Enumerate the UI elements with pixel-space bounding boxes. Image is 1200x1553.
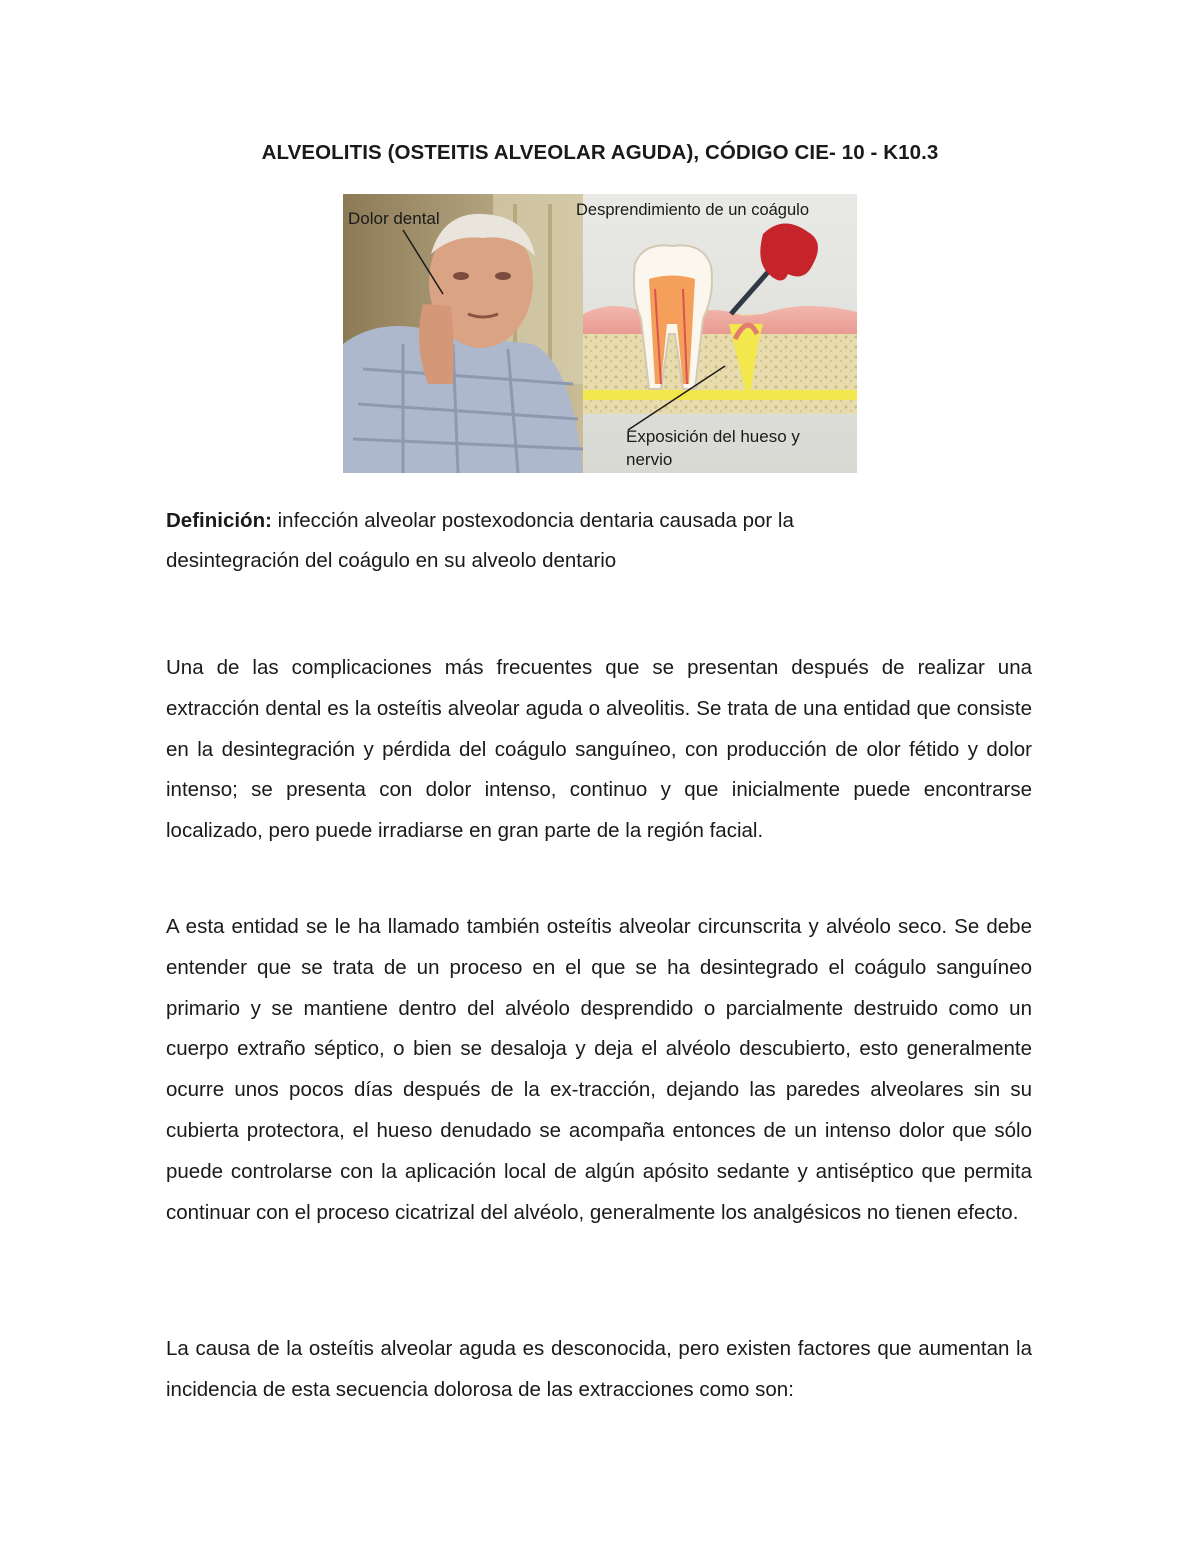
label-desprendimiento: Desprendimiento de un coágulo [576, 201, 809, 219]
man-photo [343, 194, 583, 473]
definition-block [166, 501, 1046, 581]
document-title: ALVEOLITIS (OSTEITIS ALVEOLAR AGUDA), CÓDIGO CIE- 10 - K10.3 [261, 141, 939, 164]
paragraph-1: Una de las complicaciones más frecuentes que se presentan después de realizar una extracción dental es la osteítis alveolar aguda o alveolitis. Se trata de una entidad que consiste en la desintegración y pérdida del coágulo sanguíneo, con producción de olor fétido y dolor intenso; se presenta con dolor intenso, continuo y que inicialmente puede encontrarse localizado, pero puede irradiarse en gran parte de la región facial. [166, 656, 1032, 843]
paragraph-2: A esta entidad se le ha llamado también osteítis alveolar circunscrita y alvéolo seco. Se debe entender que se trata de un proceso en el que se ha desintegrado el coágulo sanguíneo primario y se mantiene dentro del alvéolo desprendido o parcialmente destruido como un cuerpo extraño séptico, o bien se desaloja y deja el alvéolo descubierto, esto generalmente ocurre unos pocos días después de la ex-tracción, dejando las paredes alveolares sin su cubierta protectora, el hueso denudado se acompaña entonces de un intenso dolor que sólo puede controlarse con la aplicación local de algún apósito sedante y antiséptico que permita continuar con el proceso cicatrizal del alvéolo, generalmente los analgésicos no tienen efecto. [166, 915, 1032, 1224]
alveolitis-illustration [343, 194, 857, 473]
label-exposicion-line2: nervio [626, 450, 673, 469]
label-exposicion-line1: Exposición del hueso y [626, 427, 800, 446]
definition-label: Definición: [166, 509, 272, 532]
label-dolor-dental: Dolor dental [348, 209, 440, 228]
definition-line-2: desintegración del coágulo en su alveolo dentario [166, 549, 617, 572]
definition-text-1: infección alveolar postexodoncia dentaria causada por la [271, 509, 794, 532]
definition-line-1 [166, 501, 1046, 541]
paragraph-3: La causa de la osteítis alveolar aguda es desconocida, pero existen factores que aumentan la incidencia de esta secuencia dolorosa de las extracciones como son: [166, 1337, 1032, 1401]
